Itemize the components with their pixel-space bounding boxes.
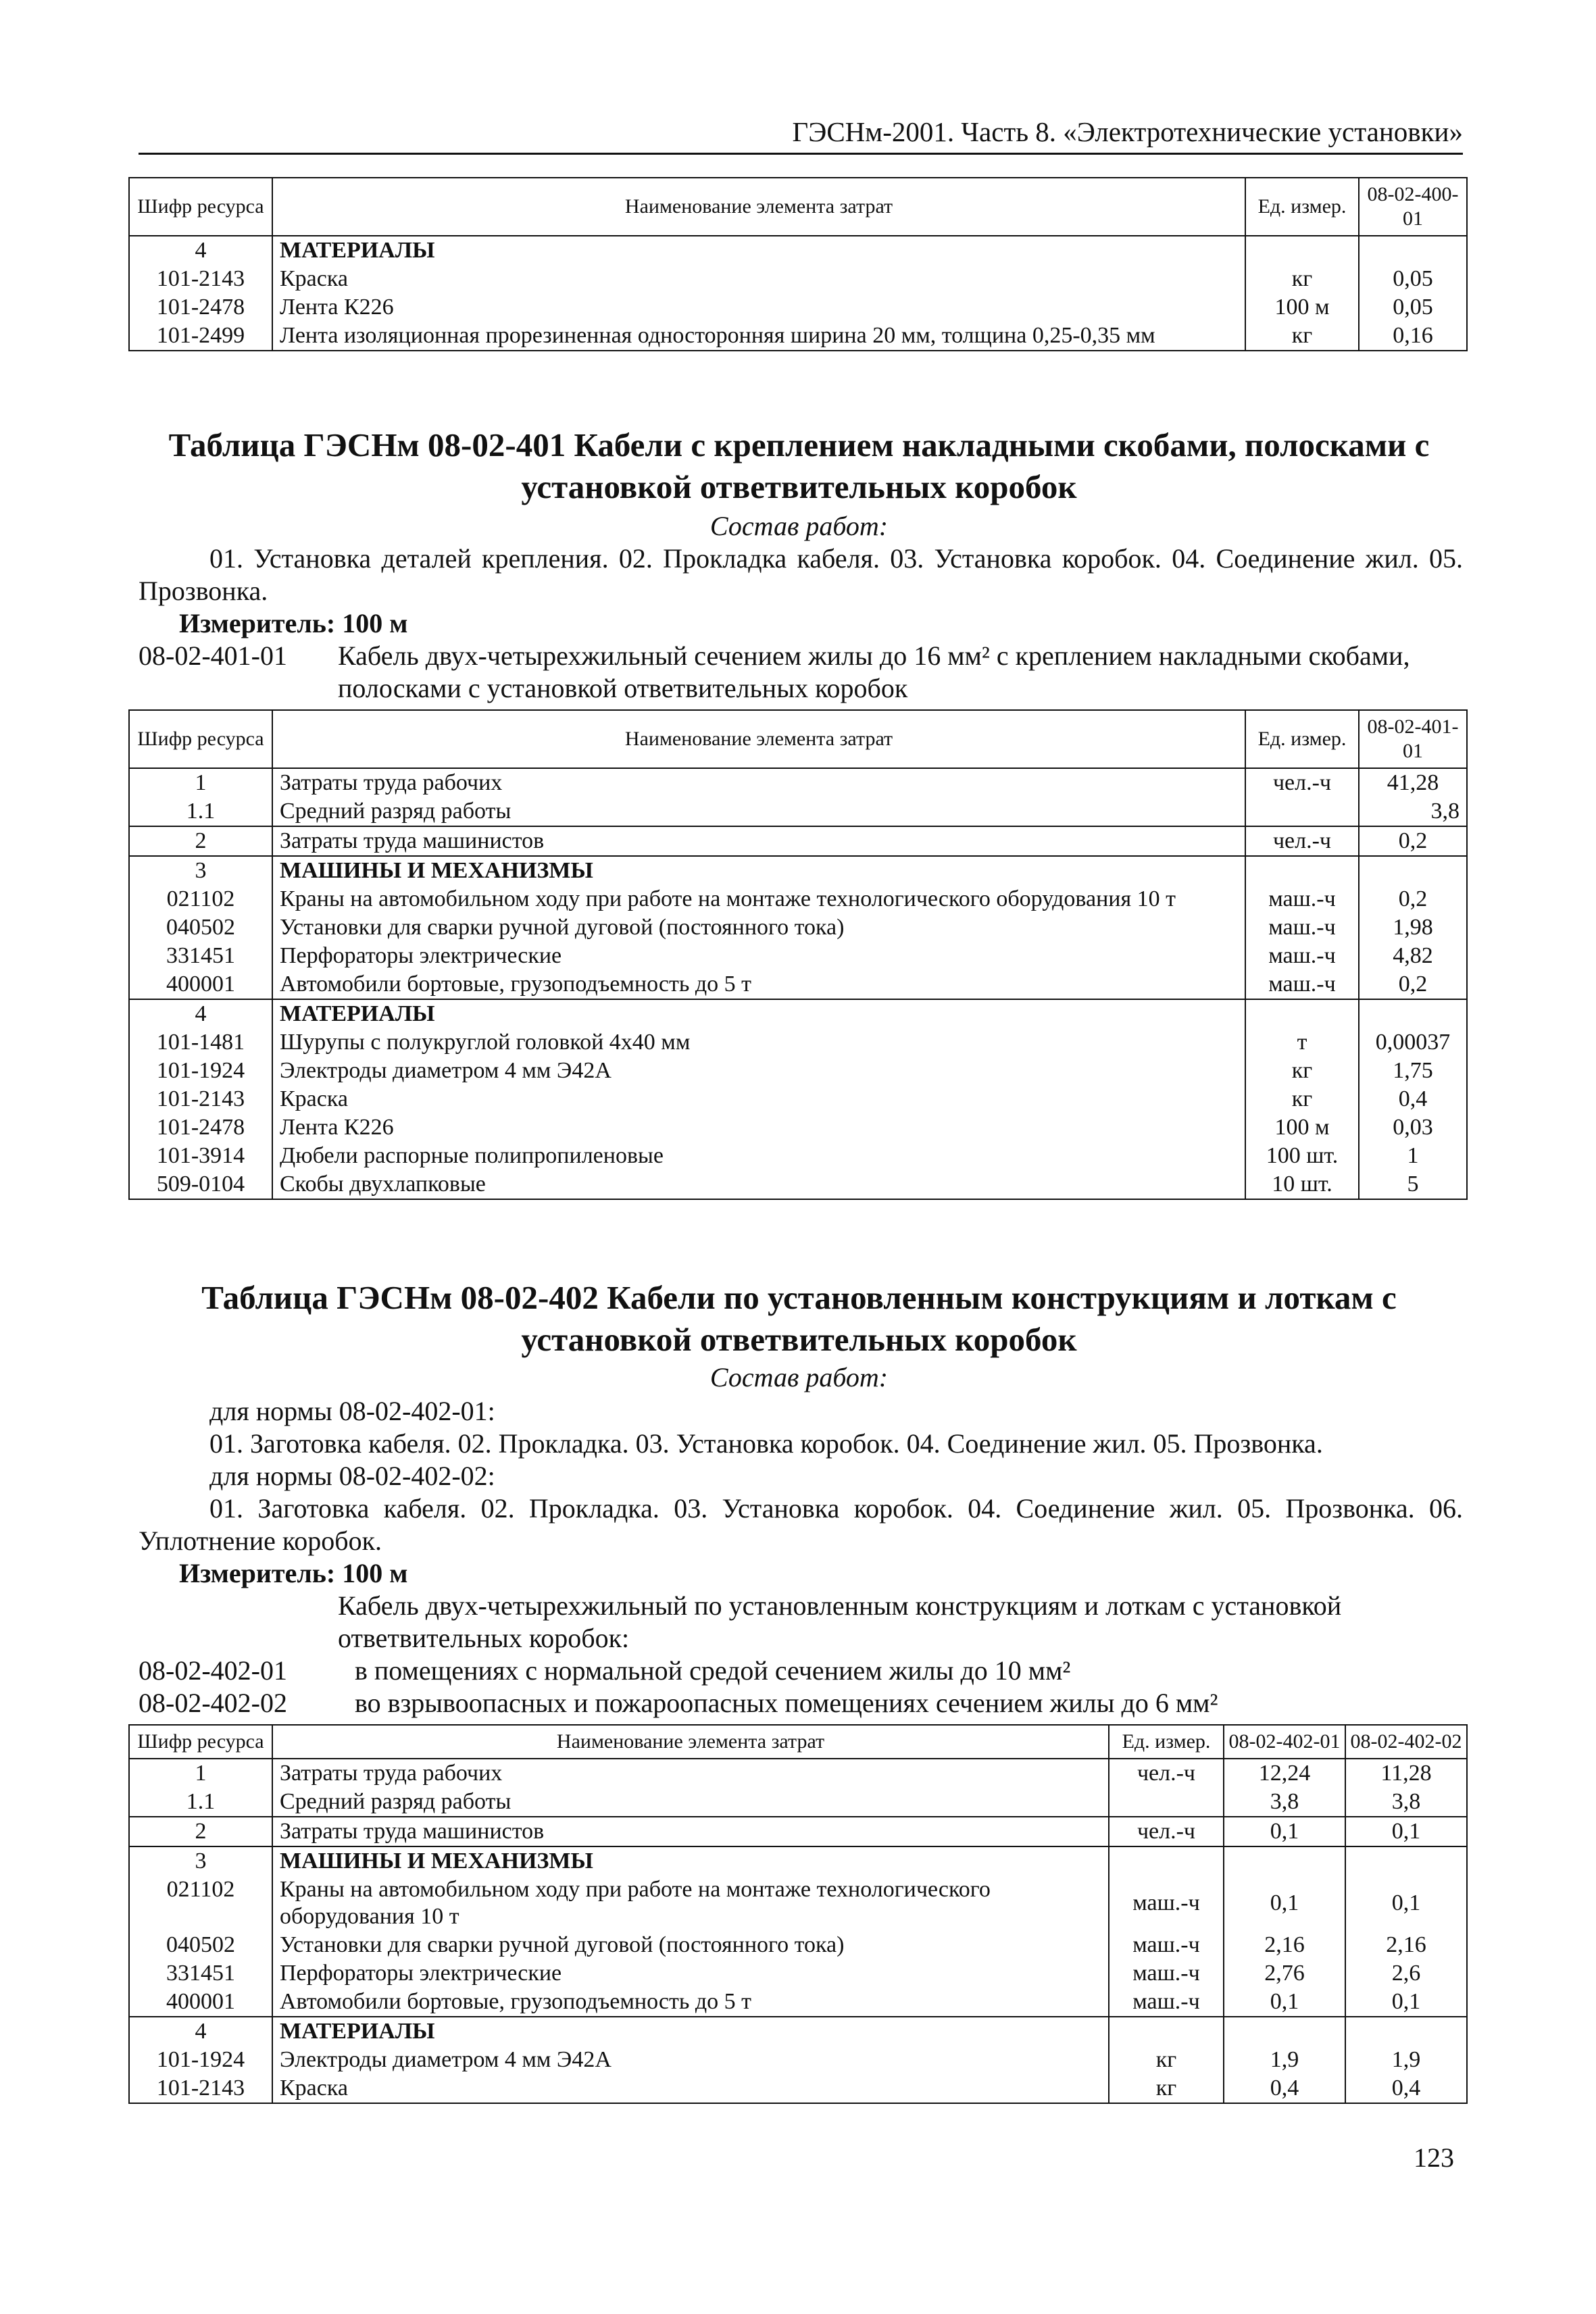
- unit-cell: [1245, 999, 1359, 1028]
- unit-cell: маш.-ч: [1245, 885, 1359, 913]
- resource-name: Затраты труда рабочих: [272, 1759, 1109, 1788]
- resource-code: 1.1: [129, 797, 272, 826]
- resource-name: Лента изоляционная прорезиненная односторонняя ширина 20 мм, толщина 0,25-0,35 мм: [272, 322, 1245, 351]
- table-row: [129, 826, 1467, 856]
- value-cell: 0,2: [1359, 826, 1467, 856]
- for-norm-2-label: для нормы 08-02-402-02:: [209, 1461, 495, 1491]
- table-row: [129, 322, 1467, 351]
- value-cell: 0,4: [1345, 2074, 1467, 2103]
- table-row: [129, 2017, 1467, 2046]
- value-cell: 1,75: [1359, 1057, 1467, 1085]
- col-header-value: 08-02-400-01: [1359, 178, 1467, 236]
- work-steps-line2: Прозвонка.: [139, 576, 268, 606]
- norm-table-401: [128, 709, 1468, 1200]
- resource-name: Краны на автомобильном ходу при работе на монтаже технологического оборудования 10 т: [272, 1876, 1109, 1931]
- value-cell: 0,1: [1345, 1876, 1467, 1931]
- unit-cell: [1245, 856, 1359, 885]
- table-row: [129, 265, 1467, 293]
- table-row: [129, 913, 1467, 942]
- meter-label: Измеритель: 100 м: [179, 1558, 408, 1588]
- resource-name: Средний разряд работы: [272, 1788, 1109, 1817]
- resource-code: 101-1481: [129, 1028, 272, 1057]
- value-cell: 0,03: [1359, 1113, 1467, 1142]
- table-title-401-line1: Таблица ГЭСНм 08-02-401 Кабели с креплением накладными скобами, полосками с: [168, 426, 1430, 463]
- resource-name: Краска: [272, 1085, 1245, 1113]
- resource-name: Средний разряд работы: [272, 797, 1245, 826]
- group-heading: МАТЕРИАЛЫ: [272, 999, 1245, 1028]
- norm-description-line1: Кабель двух-четырехжильный сечением жилы до 16 мм² с креплением накладными скобами,: [338, 640, 1410, 671]
- resource-name: Затраты труда рабочих: [272, 768, 1245, 797]
- group-heading: МАТЕРИАЛЫ: [272, 2017, 1109, 2046]
- resource-name: Электроды диаметром 4 мм Э42А: [272, 2046, 1109, 2074]
- value-cell: 0,1: [1345, 1817, 1467, 1846]
- work-steps-norm-1: 01. Заготовка кабеля. 02. Прокладка. 03. Установка коробок. 04. Соединение жил. 05. Прозвонка.: [209, 1428, 1323, 1459]
- page-number: 123: [1414, 2142, 1454, 2173]
- table-row: [129, 768, 1467, 797]
- value-cell: 0,16: [1359, 322, 1467, 351]
- resource-code: 040502: [129, 1931, 272, 1959]
- table-row: [129, 293, 1467, 322]
- value-cell: 0,1: [1224, 1988, 1345, 2017]
- work-composition-label: Состав работ:: [709, 1362, 889, 1392]
- norm-description: в помещениях с нормальной средой сечением жилы до 10 мм²: [355, 1655, 1071, 1686]
- value-cell: 1,98: [1359, 913, 1467, 942]
- value-cell: 0,1: [1224, 1876, 1345, 1931]
- value-cell: 0,05: [1359, 265, 1467, 293]
- resource-code: 021102: [129, 885, 272, 913]
- resource-name: Скобы двухлапковые: [272, 1170, 1245, 1199]
- col-header-value: 08-02-401-01: [1359, 710, 1467, 768]
- col-header-value-1: 08-02-402-01: [1224, 1725, 1345, 1759]
- unit-cell: чел.-ч: [1245, 768, 1359, 797]
- norm-description-line2: полосками с установкой ответвительных коробок: [338, 673, 908, 703]
- unit-cell: [1109, 1788, 1224, 1817]
- col-header-name: Наименование элемента затрат: [272, 710, 1245, 768]
- resource-name: Автомобили бортовые, грузоподъемность до 5 т: [272, 1988, 1109, 2017]
- resource-code: 040502: [129, 913, 272, 942]
- resource-code: 4: [129, 2017, 272, 2046]
- value-cell: 3,8: [1224, 1788, 1345, 1817]
- value-cell: 0,2: [1359, 970, 1467, 999]
- work-steps-line1: 01. Установка деталей крепления. 02. Прокладка кабеля. 03. Установка коробок. 04. Соединение жил. 05.: [209, 543, 1463, 574]
- value-cell: 0,2: [1359, 885, 1467, 913]
- table-row: [129, 942, 1467, 970]
- resource-name: Электроды диаметром 4 мм Э42А: [272, 1057, 1245, 1085]
- col-header-unit: Ед. измер.: [1109, 1725, 1224, 1759]
- resource-name: Перфораторы электрические: [272, 1959, 1109, 1988]
- unit-cell: чел.-ч: [1245, 826, 1359, 856]
- value-cell: 0,1: [1224, 1817, 1345, 1846]
- unit-cell: кг: [1245, 265, 1359, 293]
- table-row: [129, 856, 1467, 885]
- resource-code: 101-2143: [129, 1085, 272, 1113]
- resource-code: 400001: [129, 970, 272, 999]
- unit-cell: маш.-ч: [1109, 1931, 1224, 1959]
- value-cell: 11,28: [1345, 1759, 1467, 1788]
- col-header-unit: Ед. измер.: [1245, 710, 1359, 768]
- value-cell: [1224, 2017, 1345, 2046]
- unit-cell: маш.-ч: [1245, 942, 1359, 970]
- resource-code: 021102: [129, 1876, 272, 1931]
- resource-name: Установки для сварки ручной дуговой (постоянного тока): [272, 1931, 1109, 1959]
- resource-name: Лента К226: [272, 1113, 1245, 1142]
- resource-name: Краны на автомобильном ходу при работе на монтаже технологического оборудования 10 т: [272, 885, 1245, 913]
- value-cell: 2,16: [1224, 1931, 1345, 1959]
- group-heading: МАШИНЫ И МЕХАНИЗМЫ: [272, 856, 1245, 885]
- value-cell: 0,05: [1359, 293, 1467, 322]
- value-cell: 41,28: [1359, 768, 1467, 797]
- table-title-402-line1: Таблица ГЭСНм 08-02-402 Кабели по установленным конструкциям и лоткам с: [201, 1279, 1397, 1316]
- table-row: [129, 1817, 1467, 1846]
- value-cell: [1359, 856, 1467, 885]
- unit-cell: [1109, 2017, 1224, 2046]
- value-cell: 1: [1359, 1142, 1467, 1170]
- resource-name: Затраты труда машинистов: [272, 1817, 1109, 1846]
- unit-cell: чел.-ч: [1109, 1759, 1224, 1788]
- col-header-name: Наименование элемента затрат: [272, 1725, 1109, 1759]
- unit-cell: 100 м: [1245, 1113, 1359, 1142]
- unit-cell: маш.-ч: [1245, 970, 1359, 999]
- resource-code: 400001: [129, 1988, 272, 2017]
- col-header-unit: Ед. измер.: [1245, 178, 1359, 236]
- col-header-name: Наименование элемента затрат: [272, 178, 1245, 236]
- value-cell: 3,8: [1359, 797, 1467, 826]
- value-cell: 2,6: [1345, 1959, 1467, 1988]
- resource-code: 101-2478: [129, 1113, 272, 1142]
- table-row: [129, 1028, 1467, 1057]
- resource-code: 2: [129, 826, 272, 856]
- table-row: [129, 1085, 1467, 1113]
- resource-name: Затраты труда машинистов: [272, 826, 1245, 856]
- resource-name: Лента К226: [272, 293, 1245, 322]
- unit-cell: маш.-ч: [1245, 913, 1359, 942]
- col-header-code: Шифр ресурса: [129, 710, 272, 768]
- table-row: [129, 2074, 1467, 2103]
- work-steps-norm-2-line1: 01. Заготовка кабеля. 02. Прокладка. 03. Установка коробок. 04. Соединение жил. 05. Прозвонка. 06.: [209, 1493, 1463, 1524]
- resource-code: 1: [129, 1759, 272, 1788]
- value-cell: 0,4: [1359, 1085, 1467, 1113]
- work-composition-label: Состав работ:: [709, 511, 889, 541]
- group-heading: МАТЕРИАЛЫ: [272, 236, 1245, 265]
- unit-cell: [1245, 797, 1359, 826]
- common-description-line1: Кабель двух-четырехжильный по установленным конструкциям и лоткам с установкой: [338, 1590, 1342, 1621]
- unit-cell: [1245, 236, 1359, 265]
- resource-name: Автомобили бортовые, грузоподъемность до 5 т: [272, 970, 1245, 999]
- unit-cell: кг: [1109, 2074, 1224, 2103]
- resource-code: 2: [129, 1817, 272, 1846]
- table-row: [129, 1142, 1467, 1170]
- col-header-code: Шифр ресурса: [129, 178, 272, 236]
- resource-code: 1.1: [129, 1788, 272, 1817]
- resource-code: 3: [129, 1846, 272, 1876]
- col-header-value-2: 08-02-402-02: [1345, 1725, 1467, 1759]
- resource-name: Краска: [272, 2074, 1109, 2103]
- resource-code: 101-1924: [129, 2046, 272, 2074]
- resource-name: Шурупы с полукруглой головкой 4х40 мм: [272, 1028, 1245, 1057]
- table-row: [129, 1788, 1467, 1817]
- unit-cell: кг: [1245, 322, 1359, 351]
- value-cell: 2,16: [1345, 1931, 1467, 1959]
- value-cell: 12,24: [1224, 1759, 1345, 1788]
- value-cell: 0,4: [1224, 2074, 1345, 2103]
- group-heading: МАШИНЫ И МЕХАНИЗМЫ: [272, 1846, 1109, 1876]
- norm-description: во взрывоопасных и пожароопасных помещениях сечением жилы до 6 мм²: [355, 1688, 1218, 1718]
- table-row: [129, 2046, 1467, 2074]
- table-row: [129, 1759, 1467, 1788]
- resource-code: 331451: [129, 942, 272, 970]
- resource-code: 101-3914: [129, 1142, 272, 1170]
- unit-cell: 100 м: [1245, 293, 1359, 322]
- resource-code: 101-1924: [129, 1057, 272, 1085]
- unit-cell: кг: [1109, 2046, 1224, 2074]
- table-title-402-line2: установкой ответвительных коробок: [521, 1321, 1077, 1358]
- unit-cell: чел.-ч: [1109, 1817, 1224, 1846]
- value-cell: 0,00037: [1359, 1028, 1467, 1057]
- unit-cell: 10 шт.: [1245, 1170, 1359, 1199]
- resource-name: Перфораторы электрические: [272, 942, 1245, 970]
- resource-name: Краска: [272, 265, 1245, 293]
- value-cell: 0,1: [1345, 1988, 1467, 2017]
- table-row: [129, 1988, 1467, 2017]
- table-row: [129, 1170, 1467, 1199]
- value-cell: 4,82: [1359, 942, 1467, 970]
- resource-code: 4: [129, 999, 272, 1028]
- norm-code: 08-02-402-02: [139, 1688, 287, 1718]
- unit-cell: кг: [1245, 1057, 1359, 1085]
- for-norm-1-label: для нормы 08-02-402-01:: [209, 1396, 495, 1426]
- resource-name: Установки для сварки ручной дуговой (постоянного тока): [272, 913, 1245, 942]
- value-cell: [1345, 1846, 1467, 1876]
- table-row: [129, 970, 1467, 999]
- value-cell: [1224, 1846, 1345, 1876]
- table-row: [129, 1057, 1467, 1085]
- resource-code: 3: [129, 856, 272, 885]
- unit-cell: маш.-ч: [1109, 1988, 1224, 2017]
- resource-code: 4: [129, 236, 272, 265]
- value-cell: [1345, 2017, 1467, 2046]
- value-cell: 5: [1359, 1170, 1467, 1199]
- meter-label: Измеритель: 100 м: [179, 608, 408, 638]
- table-title-401-line2: установкой ответвительных коробок: [521, 468, 1077, 505]
- value-cell: [1359, 999, 1467, 1028]
- table-row: [129, 1931, 1467, 1959]
- table-row: [129, 797, 1467, 826]
- resource-name: Дюбели распорные полипропиленовые: [272, 1142, 1245, 1170]
- table-row: [129, 1113, 1467, 1142]
- table-row: [129, 999, 1467, 1028]
- value-cell: [1359, 236, 1467, 265]
- value-cell: 1,9: [1224, 2046, 1345, 2074]
- table-row: [129, 1959, 1467, 1988]
- table-row: [129, 885, 1467, 913]
- norm-table-402: [128, 1724, 1468, 2104]
- unit-cell: 100 шт.: [1245, 1142, 1359, 1170]
- col-header-code: Шифр ресурса: [129, 1725, 272, 1759]
- resource-code: 331451: [129, 1959, 272, 1988]
- unit-cell: маш.-ч: [1109, 1959, 1224, 1988]
- unit-cell: т: [1245, 1028, 1359, 1057]
- table-row: [129, 1876, 1467, 1931]
- running-header: ГЭСНм-2001. Часть 8. «Электротехнические установки»: [139, 115, 1463, 155]
- resource-code: 101-2499: [129, 322, 272, 351]
- table-row: [129, 236, 1467, 265]
- resource-code: 509-0104: [129, 1170, 272, 1199]
- unit-cell: маш.-ч: [1109, 1876, 1224, 1931]
- unit-cell: кг: [1245, 1085, 1359, 1113]
- value-cell: 1,9: [1345, 2046, 1467, 2074]
- resource-code: 101-2143: [129, 265, 272, 293]
- work-steps-norm-2-line2: Уплотнение коробок.: [139, 1526, 382, 1556]
- value-cell: 2,76: [1224, 1959, 1345, 1988]
- resource-code: 101-2478: [129, 293, 272, 322]
- resource-code: 101-2143: [129, 2074, 272, 2103]
- value-cell: 3,8: [1345, 1788, 1467, 1817]
- norm-code: 08-02-401-01: [139, 640, 287, 671]
- norm-code: 08-02-402-01: [139, 1655, 287, 1686]
- unit-cell: [1109, 1846, 1224, 1876]
- common-description-line2: ответвительных коробок:: [338, 1623, 630, 1653]
- resource-code: 1: [129, 768, 272, 797]
- table-row: [129, 1846, 1467, 1876]
- norm-table-400: [128, 177, 1468, 351]
